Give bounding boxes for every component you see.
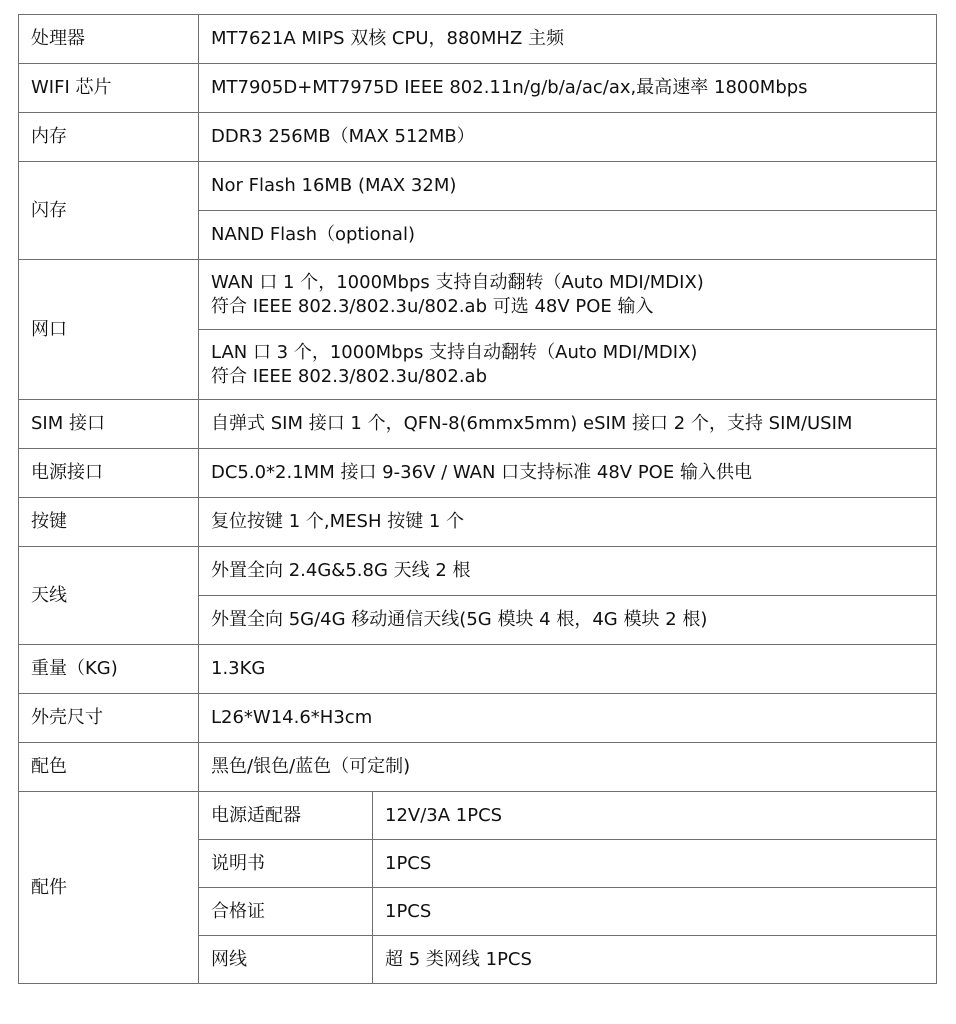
- row-label: SIM 接口: [19, 400, 199, 449]
- row-value: 黑色/银色/蓝色（可定制): [199, 743, 937, 792]
- row-value: MT7621A MIPS 双核 CPU，880MHZ 主频: [199, 15, 937, 64]
- row-value: L26*W14.6*H3cm: [199, 694, 937, 743]
- row-label: 内存: [19, 113, 199, 162]
- table-row: [19, 64, 937, 113]
- table-row: [19, 792, 937, 840]
- row-value: Nor Flash 16MB (MAX 32M): [199, 162, 937, 211]
- row-value: NAND Flash（optional): [199, 211, 937, 260]
- row-label: 天线: [19, 547, 199, 645]
- wan-line-1: WAN 口 1 个，1000Mbps 支持自动翻转（Auto MDI/MDIX): [211, 271, 704, 293]
- table-row: [19, 694, 937, 743]
- row-value: DC5.0*2.1MM 接口 9-36V / WAN 口支持标准 48V POE 输入供电: [199, 449, 937, 498]
- table-row: [19, 15, 937, 64]
- table-row: [19, 113, 937, 162]
- accessory-value: 1PCS: [373, 840, 937, 888]
- row-label: 配色: [19, 743, 199, 792]
- row-value: MT7905D+MT7975D IEEE 802.11n/g/b/a/ac/ax,最高速率 1800Mbps: [199, 64, 937, 113]
- table-row: [19, 162, 937, 211]
- table-row: [19, 260, 937, 330]
- accessory-value: 超 5 类网线 1PCS: [373, 936, 937, 984]
- lan-port-cell: [199, 330, 937, 400]
- spec-table: [18, 14, 937, 984]
- accessory-value: 12V/3A 1PCS: [373, 792, 937, 840]
- wan-line-2: 符合 IEEE 802.3/802.3u/802.ab 可选 48V POE 输入: [211, 295, 654, 317]
- table-row: [19, 498, 937, 547]
- row-value: DDR3 256MB（MAX 512MB）: [199, 113, 937, 162]
- accessory-name: 说明书: [199, 840, 373, 888]
- table-row: [19, 449, 937, 498]
- row-label: 处理器: [19, 15, 199, 64]
- row-label: WIFI 芯片: [19, 64, 199, 113]
- row-label: 按键: [19, 498, 199, 547]
- spec-sheet: [18, 14, 936, 984]
- table-row: [19, 645, 937, 694]
- row-value: 自弹式 SIM 接口 1 个，QFN-8(6mmx5mm) eSIM 接口 2 个，支持 SIM/USIM: [199, 400, 937, 449]
- row-label: 闪存: [19, 162, 199, 260]
- wan-port-cell: [199, 260, 937, 330]
- row-value: 复位按键 1 个,MESH 按键 1 个: [199, 498, 937, 547]
- lan-line-2: 符合 IEEE 802.3/802.3u/802.ab: [211, 365, 488, 387]
- lan-line-1: LAN 口 3 个，1000Mbps 支持自动翻转（Auto MDI/MDIX): [211, 341, 698, 363]
- row-label: 配件: [19, 792, 199, 984]
- row-value: 外置全向 2.4G&5.8G 天线 2 根: [199, 547, 937, 596]
- accessory-name: 合格证: [199, 888, 373, 936]
- accessory-name: 网线: [199, 936, 373, 984]
- table-row: [19, 547, 937, 596]
- row-label: 外壳尺寸: [19, 694, 199, 743]
- row-value: 外置全向 5G/4G 移动通信天线(5G 模块 4 根，4G 模块 2 根): [199, 596, 937, 645]
- table-row: [19, 743, 937, 792]
- row-value: 1.3KG: [199, 645, 937, 694]
- row-label: 电源接口: [19, 449, 199, 498]
- table-row: [19, 400, 937, 449]
- row-label: 重量（KG): [19, 645, 199, 694]
- row-label: 网口: [19, 260, 199, 400]
- accessory-value: 1PCS: [373, 888, 937, 936]
- accessory-name: 电源适配器: [199, 792, 373, 840]
